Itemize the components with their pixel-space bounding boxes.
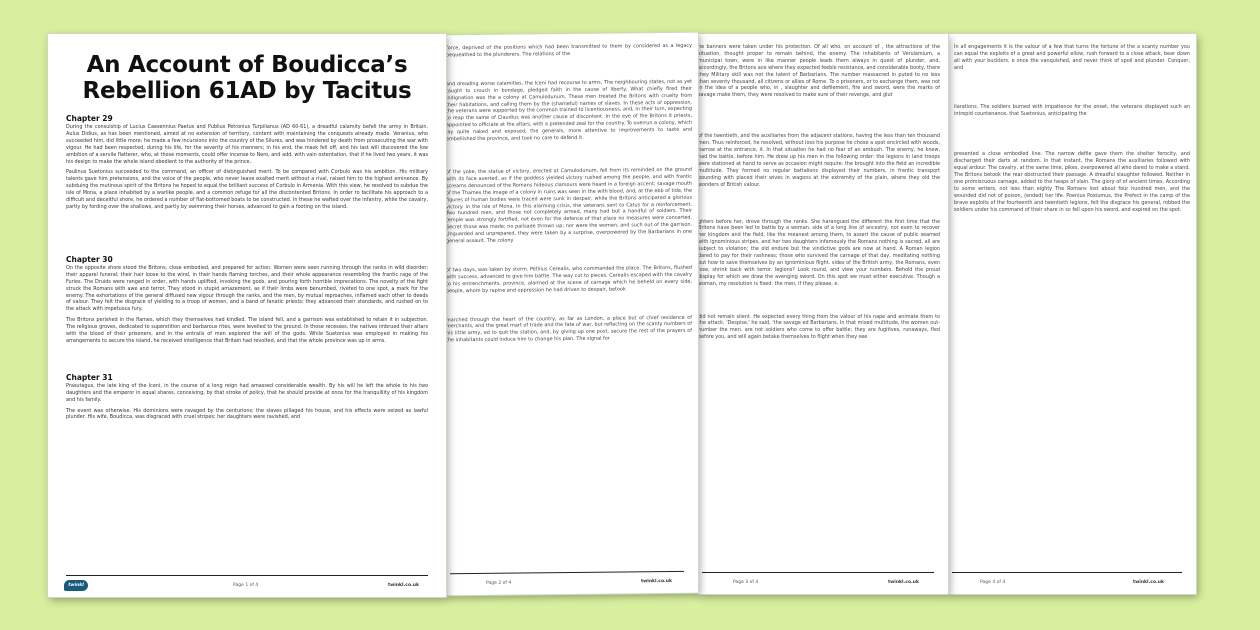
page-footer xyxy=(48,569,446,597)
paragraph: The event was otherwise. His dominions were ravaged by the centurions; the slaves pillaged his house, and his effects were seized as lawful plunder. His wife, Boudicca, was disgraced with cruel stripes; her daughters were ravished, and xyxy=(66,407,428,421)
text-block: marched through the heart of the country, as far as London, a place but of chief residence of merchants, and the great mart of trade and the fate of war, but reflecting on the scanty numbers of his little army, ed to quit the station, and, by giving up one post, secure the rest of the prayers of the inhabitants could induce him to change his plan. The signal for xyxy=(446,314,692,344)
document-title xyxy=(66,52,428,104)
page-number: Page 1 of 4 xyxy=(233,583,259,588)
page-footer xyxy=(446,565,698,596)
footer-rule xyxy=(66,575,428,576)
page-number: Page 4 of 4 xyxy=(980,580,1006,585)
chapter-heading: Chapter 29 xyxy=(66,114,113,123)
text-block: presented a close embodied line. The narrow defile gave them the shelter ferocity, and discharged their darts at random. In that instant, the Romans the auxiliaries followed with equal ardour. The cavalry, at the same time, pikes, overpowered all who dared to make a stand. The Britons betook the rear obstructed their passage. A dreadful slaughter followed. Neither in one promiscuous carnage, added to the heaps of slain. The glory of of ancient times. According to some writers, not less than eighty The Romans lost about four hundred men, and the wounded did not of poison, (ended) her life. Poenius Postumus, the Prefect in the camp of the brave exploits of the fourteenth and twentieth legions, felt the disgrace his general, robbed the soldiers under his command of their share in so fell upon his sword, and expired on the spot. xyxy=(954,151,1190,213)
text-block: of two days, was taken by storm. Petilius Cerealis, who commanded the place. The Britons, flushed with success, advanced to give him battle. The way cut to pieces. Cerealis escaped with the cavalry to his entrenchments. province, alarmed at the scene of carnage which he beheld on every side, people, whom by rapine and oppression he had driven to despair, betook xyxy=(446,264,692,294)
title-line-1: An Account of Boudicca’s xyxy=(86,52,408,78)
text-block: and dreading worse calamities, the Iceni had recourse to arms. The neighbouring states, not as yet taught to crouch in bondage, pledged faith in the cause of liberty. What chiefly fired their indignation was the a colony at Camulodunum. These men treated the Britons with cruelty from their habitations, and calling them by the (shameful) names of slaves. In these acts of oppression, the veterans were supported by the common trained to licentiousness, and, in their turn, expecting to reap the same of Claudius was another cause of discontent. In the eye of the Britons it priests, appointed to officiate at the altars, with a pretended zeal for the country. To overrun a colony, which lay quite naked and exposed, the generals, more attentive to improvements to taste and embellished the province, and took no care to defend it. xyxy=(446,78,692,143)
footer-rule xyxy=(702,572,934,573)
site-url: twinkl.co.uk xyxy=(888,580,919,585)
paragraph: Paulinus Suetonius succeeded to the command, an officer of distinguished merit. To be compared with Corbulo was his ambition. His military talents gave him pretensions, and the voice of the people, who never leave exalted merit without a rival, raised him to the highest eminence. By subduing the mutinous spirit of the Britons he hoped to equal the brilliant success of Corbulo in Armenia. With this view, he resolved to subdue the isle of Mona, a place inhabited by a warlike people, and a common refuge for all the discontented Britons. In order to facilitate his approach to a difficult and deceitful shore, he ordered a number of flat-bottomed boats to be constructed. In these he wafted over the infantry, while the cavalry, partly by fording over the shallows, and partly by swimming their horses, advanced to gain a footing on the island. xyxy=(66,169,428,210)
document-page-1 xyxy=(48,34,446,597)
paragraph: During the consulship of Lucius Caesennius Paetus and Publius Petronius Turpilianus (AD 60-61), a dreadful calamity befell the army in Britain. Aulus Didius, as has been mentioned, aimed at no extension of territory, content with maintaining the conquests already made. Veranius, who succeeded him, did little more: he made a few incursions into the country of the Silures, and was hindered by death from prosecuting the war with vigour. He had been respected, during his life, for the severity of his manners; in his end, the mask fell off, and his last will discovered the low ambition of a servile flatterer, who, at those moments, could offer incense to Nero, and add, with vain ostentation, that if he lived two years, it was his design to make the whole island obedient to the authority of the prince. xyxy=(66,124,428,165)
text-block: ghters before her, drove through the ranks. She harangued the different the first time that the Britons have been led to battle by a woman. side of a long line of ancestry, not even to recover her kingdom and the field, like the meanest among them, to assert the cause of public seamed with ignominious stripes, and her two daughters infamously the Romans nothing is sacred, all are subject to violation; the old endure but the vindictive gods are now at hand. A Roman legion dared to pay for their rashness; those who survived the carnage of that day, meditating nothing but how to save themselves by an ignominious flight. sides of the British army, the Romans, even now, shrink back with terror. legions? Look round, and view your numbers. Behold the proud display for which we draw the avenging sword. On this spot we must either executive. Though a woman, my resolution is fixed: the men, if they please, e. xyxy=(698,218,940,287)
footer-rule xyxy=(952,572,1182,573)
paragraph: Prasutagus, the late king of the Iceni, in the course of a long reign had amassed considerable wealth. By his will he left the whole to his two daughters and the emperor in equal shares, conceiving, by that stroke of policy, that he should provide at once for the tranquillity of his kingdom and his family. xyxy=(66,382,428,403)
footer-rule xyxy=(450,571,684,574)
page-number: Page 2 of 4 xyxy=(486,580,512,586)
page-footer xyxy=(698,566,948,594)
paragraph: On the opposite shore stood the Britons, close embodied, and prepared for action. Women were seen running through the ranks in wild disorder; their apparel funeral; their hair loose to the wind, in their hands flaming torches, and their whole appearance resembling the frantic rage of the Furies. The Druids were ranged in order, with hands uplifted, invoking the gods, and pouring forth horrible imprecations. The novelty of the fight struck the Romans with awe and terror. They stood in stupid amazement, as if their limbs were benumbed, riveted to one spot, a mark for the enemy. The exhortations of the general diffused new vigour through the ranks, and the men, by mutual reproaches, inflamed each other to deeds of valour. They felt the disgrace of yielding to a troop of women, and a band of fanatic priests; they advanced their standards, and rushed on to the attack with impetuous fury. xyxy=(66,264,428,313)
text-block: In all engagements it is the valour of a few that turns the fortune of the a scanty number you can equal the exploits of a great and powerful ellow, rush forward to a close attack, bear down all with your bucklers, e once the vanquished, and never think of spoil and plunder. Conquer, and xyxy=(954,44,1190,71)
text-block: he banners were taken under his protection. Of all who, on account of , the attractions of the situation, thought proper to remain behind, the enemy. The inhabitants of Verulamium, a municipal town, were in like manner people leads them always in quest of plunder, and, accordingly, the Britons ace where they expected feeble resistance, and considerable booty, there they Military skill was not the talent of Barbarians. The number massacred in puted to no less than seventy thousand, all citizens or allies of Rome. To o prisoners, or to exchange them, was not in the idea of a people who, in , slaughter and defilement, fire and sword, were the marks of savage make them, they were resolved to make sure of their revenge, and glut xyxy=(698,44,940,99)
site-url: twinkl.co.uk xyxy=(1133,580,1164,585)
text-block: ilarations. The soldiers burned with impatience for the onset, the veterans displayed such an intrepid countenance, that Suetonius, anticipating the xyxy=(954,103,1190,117)
twinkl-logo: twinkl xyxy=(64,580,88,591)
site-url: twinkl.co.uk xyxy=(641,578,672,585)
page-number: Page 3 of 4 xyxy=(733,580,759,585)
text-block: of the yoke, the statue of victory, erected at Camulodunum, fell from its reminded on the ground with its face averted, as if the goddess yielded victory rushed among the people, and with frantic screams denounced of the Romans hideous clamours were heard in a foreign accent; savage mouth of the Thames the image of a colony in ruins was seen in the with blood, and, at the ebb of tide, the figures of human bodies were traced were sunk in despair, while the Britons anticipated a glorious victory. in the isle of Mona. In this alarming crisis, the veterans sent to Catus for a reinforcement. Two hundred men, and those not completely armed, many had but a handful of soldiers. Their temple was strongly fortified, not even for the defence of that place no measures were concerted. Secret those was made; no palisade thrown up; nor were the women, and such out of the garrison. Unguarded and unprepared, they were taken by a surprise, overpowered by the Barbarians in one general assault. The colony xyxy=(446,166,692,245)
text-block: did not remain silent. He expected every thing from the valour of his nape and animate them to the attack. 'Despise,' he said, 'the savage ed Barbarians. In that mixed multitude, the women out-number the men. are not soldiers who come to offer battle; they are fugitives, runaways, fled before you, and will again betake themselves to flight when they see xyxy=(698,313,940,341)
paragraph: The Britons perished in the flames, which they themselves had kindled. The island fell, and a garrison was established to retain it in subjection. The religious groves, dedicated to superstition and barbarous rites, were levelled to the ground. In those recesses, the natives imbrued their altars with the blood of their prisoners, and in the entrails of men explored the will of the gods. While Suetonius was employed in making his arrangements to secure the island, he received intelligence that Britain had revolted, and that the whole province was up in arms. xyxy=(66,317,428,344)
document-page-4 xyxy=(948,34,1196,594)
chapter-heading: Chapter 30 xyxy=(66,254,113,264)
document-page-2 xyxy=(446,33,698,596)
text-block: force, deprived of the positions which had been transmitted to them by considered as a legacy bequeathed to the plunderers. The relations of the xyxy=(446,42,692,59)
page-footer xyxy=(948,566,1196,594)
text-block: of the twentieth, and the auxiliaries from the adjacent stations, having the less than ten thousand men. Thus reinforced, he resolved, without loss his purpose he chose a spot encircled with woods, narrow at the entrance, it. In that situation he had no fear of an ambush. The enemy, he knew, had the battle, before him. He drew up his men in the following order: the legions in land troops were stationed at hand to serve as occasion might require: the brought into the field an incredible multitude. They formed no regular battalions displayed their numbers, in frantic transport bounding with placed their wives in wagons at the extremity of the plain, where they old the wonders of British valour. xyxy=(698,133,940,188)
title-line-2: Rebellion 61AD by Tacitus xyxy=(82,78,412,104)
chapter-heading: Chapter 31 xyxy=(66,372,113,382)
document-page-3 xyxy=(698,34,948,594)
site-url: twinkl.co.uk xyxy=(388,583,419,588)
